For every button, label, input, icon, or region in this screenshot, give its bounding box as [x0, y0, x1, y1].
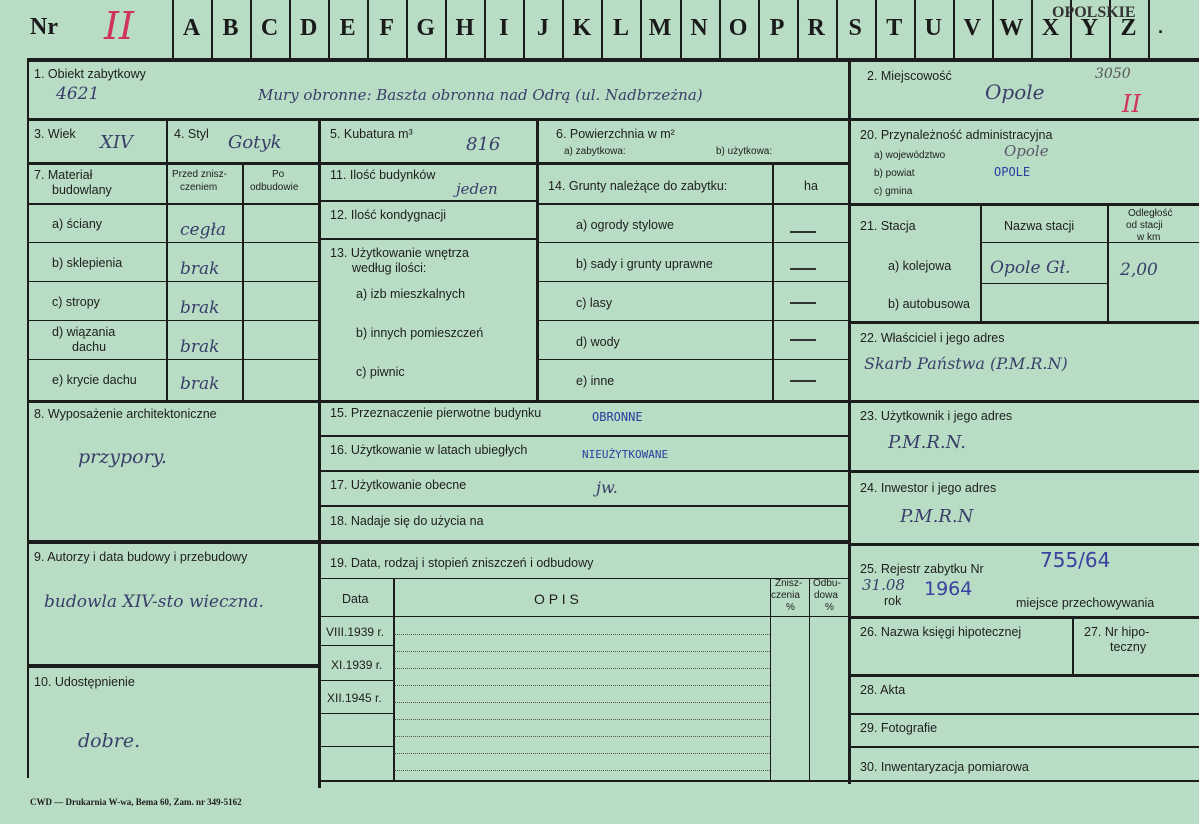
- field-7-col1-l1: Przed znisz-: [172, 169, 228, 180]
- field-20-b-value: OPOLE: [994, 165, 1031, 179]
- header-row: Nr II A B C D E F G H I J K L M N O P R S T U V W X Y Z OPOLSKIE ·: [0, 0, 1199, 58]
- field-24-value: P.M.R.N: [900, 506, 974, 527]
- letter-separator: [562, 0, 564, 58]
- field-19-col-od-3: %: [825, 602, 834, 613]
- field-2-code: 3050: [1095, 66, 1131, 82]
- field-2-label: 2. Miejscowość: [867, 69, 952, 83]
- field-5-value: 816: [466, 134, 501, 155]
- field-25-date: 31.08: [862, 576, 905, 594]
- index-letter: H: [455, 14, 475, 41]
- field-6-label: 6. Powierzchnia w m²: [556, 127, 675, 141]
- nr-value: II: [104, 4, 135, 48]
- index-letter: T: [886, 14, 903, 41]
- field-14-row-b: b) sady i grunty uprawne: [576, 257, 713, 271]
- field-7-row-a-value: cegła: [180, 220, 227, 240]
- field-16-label: 16. Użytkowanie w latach ubiegłych: [330, 443, 528, 457]
- letter-separator: [914, 0, 916, 58]
- field-21-col-name: Nazwa stacji: [1004, 219, 1075, 233]
- index-letter: Z: [1120, 14, 1137, 41]
- index-letter: Y: [1080, 14, 1099, 41]
- field-11-value: jeden: [456, 180, 498, 198]
- index-letter: D: [299, 14, 318, 41]
- index-letter: E: [339, 14, 356, 41]
- index-letter: O: [728, 14, 748, 41]
- letter-separator: [953, 0, 955, 58]
- index-letter: C: [260, 14, 279, 41]
- field-6-sub-a: a) zabytkowa:: [564, 146, 626, 157]
- index-letter: J: [536, 14, 549, 41]
- field-2-value: Opole: [985, 80, 1045, 104]
- field-13-c: c) piwnic: [356, 365, 405, 379]
- field-12-label: 12. Ilość kondygnacji: [330, 208, 447, 222]
- field-27-label-2: teczny: [1110, 640, 1147, 654]
- field-29-label: 29. Fotografie: [860, 721, 938, 735]
- field-11-label: 11. Ilość budynków: [330, 168, 436, 182]
- field-22-value: Skarb Państwa (P.M.R.N): [864, 354, 1068, 373]
- field-19-date-1: VIII.1939 r.: [326, 625, 385, 639]
- field-7-row-d-value: brak: [180, 337, 220, 357]
- field-9-label: 9. Autorzy i data budowy i przebudowy: [34, 550, 248, 564]
- field-7-row-e-value: brak: [180, 374, 220, 394]
- index-letter: L: [612, 14, 629, 41]
- field-13-b: b) innych pomieszczeń: [356, 326, 484, 340]
- index-letter: N: [690, 14, 708, 41]
- region-stamp: OPOLSKIE: [1052, 4, 1136, 21]
- field-26-label: 26. Nazwa księgi hipotecznej: [860, 625, 1022, 639]
- field-1-label: 1. Obiekt zabytkowy: [34, 67, 146, 81]
- letter-separator: [523, 0, 525, 58]
- field-25-label: 25. Rejestr zabytku Nr: [860, 562, 984, 576]
- index-letter: K: [572, 14, 592, 41]
- field-14-unit: ha: [804, 179, 818, 193]
- field-23-value: P.M.R.N.: [888, 432, 966, 453]
- field-8-value: przypory.: [78, 446, 167, 468]
- field-13-label-2: według ilości:: [352, 261, 427, 275]
- field-16-value: NIEUŻYTKOWANE: [582, 448, 669, 461]
- field-4-label: 4. Styl: [174, 127, 209, 141]
- index-letter: I: [499, 14, 509, 41]
- field-20-c: c) gmina: [874, 186, 913, 197]
- field-25-place-label: miejsce przechowywania: [1016, 596, 1155, 610]
- letter-separator: [1148, 0, 1150, 58]
- index-letter: G: [416, 14, 436, 41]
- field-7-col1-l2: czeniem: [180, 182, 218, 193]
- field-3-value: XIV: [100, 132, 133, 153]
- letter-separator: [211, 0, 213, 58]
- field-19-col-opis: O P I S: [534, 591, 579, 607]
- letter-separator: [1031, 0, 1033, 58]
- field-27-label-1: 27. Nr hipo-: [1084, 625, 1150, 639]
- index-letter: R: [807, 14, 825, 41]
- field-7-row-c-value: brak: [180, 298, 220, 318]
- letter-separator: [797, 0, 799, 58]
- field-19-col-od-2: dowa: [814, 590, 838, 601]
- letter-separator: [640, 0, 642, 58]
- field-25-rok-label: rok: [884, 594, 902, 608]
- field-19-col-date: Data: [342, 592, 369, 606]
- field-6-sub-b: b) użytkowa:: [716, 146, 773, 157]
- index-letter: M: [648, 14, 672, 41]
- field-21-a-dist: 2,00: [1120, 260, 1158, 280]
- index-letter: X: [1041, 14, 1060, 41]
- index-letter: W: [999, 14, 1024, 41]
- field-20-a-value: Opole: [1004, 142, 1049, 160]
- field-14-row-e: e) inne: [576, 374, 615, 388]
- field-20-label: 20. Przynależność administracyjna: [860, 128, 1053, 142]
- field-10-value: dobre.: [78, 730, 141, 752]
- letter-separator: [172, 0, 174, 58]
- field-7-row-c: c) stropy: [52, 295, 100, 309]
- field-9-value: budowla XIV-sto wieczna.: [44, 592, 264, 612]
- index-letter: V: [963, 14, 981, 41]
- field-7-row-a: a) ściany: [52, 217, 103, 231]
- field-19-date-2: XI.1939 r.: [331, 658, 383, 672]
- field-7-row-b-value: brak: [180, 259, 220, 279]
- field-7-label-1: 7. Materiał: [34, 168, 93, 182]
- field-13-label-1: 13. Użytkowanie wnętrza: [330, 246, 469, 260]
- index-letter: F: [379, 14, 395, 41]
- field-21-a: a) kolejowa: [888, 259, 952, 273]
- field-2-mark: II: [1122, 90, 1141, 118]
- field-7-col2-l1: Po: [272, 169, 285, 180]
- letter-separator: [680, 0, 682, 58]
- letter-separator: [719, 0, 721, 58]
- field-19-date-3: XII.1945 r.: [327, 691, 382, 705]
- field-3-label: 3. Wiek: [34, 127, 76, 141]
- field-10-label: 10. Udostępnienie: [34, 675, 135, 689]
- letter-separator: [992, 0, 994, 58]
- field-23-label: 23. Użytkownik i jego adres: [860, 409, 1013, 423]
- field-22-label: 22. Właściciel i jego adres: [860, 331, 1005, 345]
- index-letter: U: [924, 14, 942, 41]
- field-19-col-zn-2: czenia: [771, 590, 800, 601]
- letter-separator: [406, 0, 408, 58]
- printer-footer: CWD — Drukarnia W-wa, Bema 60, Zam. nr 349-5162: [30, 797, 242, 807]
- field-7-row-b: b) sklepienia: [52, 256, 123, 270]
- field-21-label: 21. Stacja: [860, 219, 916, 233]
- field-19-col-zn-1: Znisz-: [775, 578, 803, 589]
- field-28-label: 28. Akta: [860, 683, 906, 697]
- letter-separator: [875, 0, 877, 58]
- field-30-label: 30. Inwentaryzacja pomiarowa: [860, 760, 1029, 774]
- letter-separator: [328, 0, 330, 58]
- field-1-number: 4621: [56, 84, 100, 104]
- field-14-row-d: d) wody: [576, 335, 620, 349]
- letter-separator: [836, 0, 838, 58]
- field-25-rok-value: 1964: [924, 578, 973, 600]
- field-14-row-c: c) lasy: [576, 296, 613, 310]
- index-letter: S: [848, 14, 862, 41]
- field-7-row-d-1: d) wiązania: [52, 325, 116, 339]
- nr-label: Nr: [30, 14, 58, 40]
- letter-separator: [445, 0, 447, 58]
- field-17-value: jw.: [596, 478, 618, 497]
- letter-separator: [289, 0, 291, 58]
- field-7-col2-l2: odbudowie: [250, 182, 299, 193]
- letter-separator: [601, 0, 603, 58]
- letter-separator: [250, 0, 252, 58]
- letter-separator: [758, 0, 760, 58]
- field-18-label: 18. Nadaje się do użycia na: [330, 514, 484, 528]
- field-15-label: 15. Przeznaczenie pierwotne budynku: [330, 406, 542, 420]
- field-5-label: 5. Kubatura m³: [330, 127, 413, 141]
- field-17-label: 17. Użytkowanie obecne: [330, 478, 467, 492]
- field-21-b: b) autobusowa: [888, 297, 971, 311]
- field-24-label: 24. Inwestor i jego adres: [860, 481, 997, 495]
- field-21-a-name: Opole Gł.: [990, 258, 1071, 278]
- field-20-a: a) województwo: [874, 150, 946, 161]
- letter-separator: [484, 0, 486, 58]
- field-19-label: 19. Data, rodzaj i stopień zniszczeń i odbudowy: [330, 556, 594, 570]
- field-7-label-2: budowlany: [52, 183, 112, 197]
- index-letter: A: [182, 14, 201, 41]
- field-21-col-dist-2: od stacji: [1126, 220, 1163, 231]
- field-19-col-od-1: Odbu-: [813, 578, 841, 589]
- field-7-row-d-2: dachu: [72, 340, 107, 354]
- field-7-row-e: e) krycie dachu: [52, 373, 137, 387]
- field-4-value: Gotyk: [228, 132, 282, 153]
- field-19-col-zn-3: %: [786, 602, 795, 613]
- field-13-a: a) izb mieszkalnych: [356, 287, 466, 301]
- field-14-label: 14. Grunty należące do zabytku:: [548, 179, 728, 193]
- field-1-value: Mury obronne: Baszta obronna nad Odrą (ul. Nadbrzeżna): [258, 86, 703, 104]
- index-letter: B: [222, 14, 239, 41]
- field-25-value: 755/64: [1040, 548, 1111, 572]
- field-20-b: b) powiat: [874, 168, 915, 179]
- field-15-value: OBRONNE: [592, 410, 643, 424]
- letter-separator: [367, 0, 369, 58]
- index-letter: P: [769, 14, 785, 41]
- field-14-row-a: a) ogrody stylowe: [576, 218, 674, 232]
- field-21-col-dist-3: w km: [1137, 232, 1161, 243]
- field-21-col-dist-1: Odległość: [1128, 208, 1173, 219]
- field-8-label: 8. Wyposażenie architektoniczne: [34, 407, 217, 421]
